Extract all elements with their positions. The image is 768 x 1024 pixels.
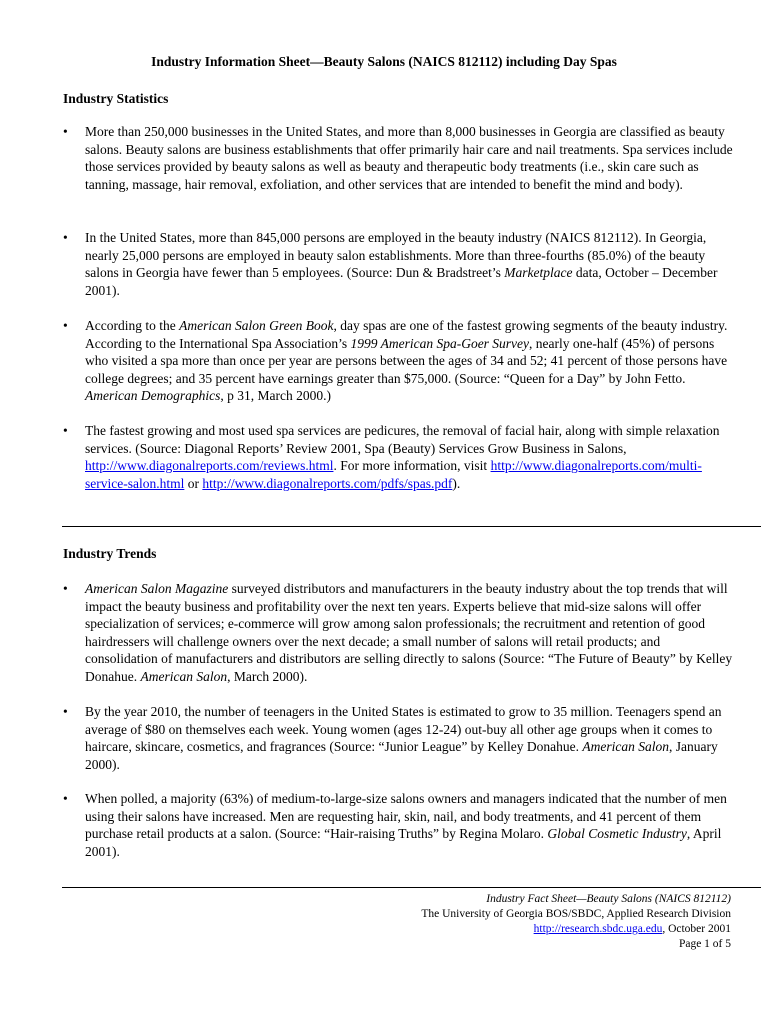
bullet-icon: • xyxy=(63,791,68,806)
paragraph: The fastest growing and most used spa services are pedicures, the removal of facial hair, along with simple relaxation services. (Source: Diagonal Reports’ Review 2001, Spa (Beauty) Services Grow Business in Salons, http://www.diagonalreports.com/reviews.html. For more information, visit http://www.diagonalreports.com/multi-service-salon.html or http://www.diagonalreports.com/pdfs/spas.pdf). xyxy=(85,423,720,491)
link-diagonal-spas-pdf[interactable]: http://www.diagonalreports.com/pdfs/spas.pdf xyxy=(202,475,453,491)
page-title: Industry Information Sheet—Beauty Salons (NAICS 812112) including Day Spas xyxy=(151,54,617,69)
paragraph: According to the American Salon Green Book, day spas are one of the fastest growing segments of the beauty industry. According to the International Spa Association’s 1999 American Spa-Goer Survey, nearly one-half (45%) of persons who visited a spa more than once per year are persons between the ages of 34 and 52; 41 percent of those persons have college degrees; and 35 percent have earnings greater than $75,000. (Source: “Queen for a Day” by John Fetto. American Demographics, p 31, March 2000.) xyxy=(85,318,728,403)
page-footer xyxy=(311,892,731,952)
footer-divider xyxy=(62,887,761,888)
paragraph: When polled, a majority (63%) of medium-to-large-size salons owners and managers indicated that the number of men using their salons have increased. Men are requesting hair, skin, nail, and body treatments, and 41 percent of them purchase retail products at a salon. (Source: “Hair-raising Truths” by Regina Molaro. Global Cosmetic Industry, April 2001). xyxy=(85,791,727,859)
bullet-icon: • xyxy=(63,704,68,719)
section-heading-trends: Industry Trends xyxy=(63,546,157,561)
bullet-icon: • xyxy=(63,318,68,333)
footer-organization: The University of Georgia BOS/SBDC, Applied Research Division xyxy=(421,908,731,920)
paragraph: In the United States, more than 845,000 persons are employed in the beauty industry (NAICS 812112). In Georgia, nearly 25,000 persons are employed in beauty salon establishments. More than three-fourths (85.0%) of the beauty salons in Georgia have fewer than 5 employees. (Source: Dun & Bradstreet’s Marketplace data, October – December 2001). xyxy=(85,230,718,298)
paragraph: By the year 2010, the number of teenagers in the United States is estimated to grow to 35 million. Teenagers spend an average of $80 on themselves each week. Young women (ages 12-24) out-buy all other age groups when it comes to haircare, skincare, cosmetics, and fragrances (Source: “Junior League” by Kelley Donahue. American Salon, January 2000). xyxy=(85,704,722,772)
section-heading-statistics: Industry Statistics xyxy=(63,91,169,106)
bullet-icon: • xyxy=(63,581,68,596)
paragraph: More than 250,000 businesses in the United States, and more than 8,000 businesses in Georgia are classified as beauty salons. Beauty salons are business establishments that offer primarily hair care and nail treatments. Spa services include those services provided by beauty salons as well as beauty and therapeutic body treatments (i.e., skin care such as tanning, massage, hair removal, exfoliation, and other services that are intended to benefit the mind and body). xyxy=(85,124,733,192)
footer-title: Industry Fact Sheet—Beauty Salons (NAICS 812112) xyxy=(486,893,731,905)
page-number: Page 1 of 5 xyxy=(678,938,731,950)
bullet-icon: • xyxy=(63,124,68,139)
link-diagonal-multi-service[interactable]: http://www.diagonalreports.com/multi-service-salon.html xyxy=(85,458,702,491)
section-divider xyxy=(62,526,761,527)
bullet-icon: • xyxy=(63,230,68,245)
bullet-icon: • xyxy=(63,423,68,438)
paragraph: American Salon Magazine surveyed distributors and manufacturers in the beauty industry about the top trends that will impact the beauty business and profitability over the next ten years. Experts believe that mid-size salons will offer specialization of services; e-commerce will grow among salon professionals; the recruitment and retention of good hairdressers will challenge owners over the next decade; a small number of salons will retail products; and consolidation of manufacturers and distributors are selling directly to salons (Source: “The Future of Beauty” by Kelley Donahue. American Salon, March 2000). xyxy=(85,581,733,684)
footer-date-line: http://research.sbdc.uga.edu, October 2001 xyxy=(533,923,731,935)
link-diagonal-reviews[interactable]: http://www.diagonalreports.com/reviews.html xyxy=(85,458,334,473)
footer-link[interactable]: http://research.sbdc.uga.edu xyxy=(533,923,663,935)
